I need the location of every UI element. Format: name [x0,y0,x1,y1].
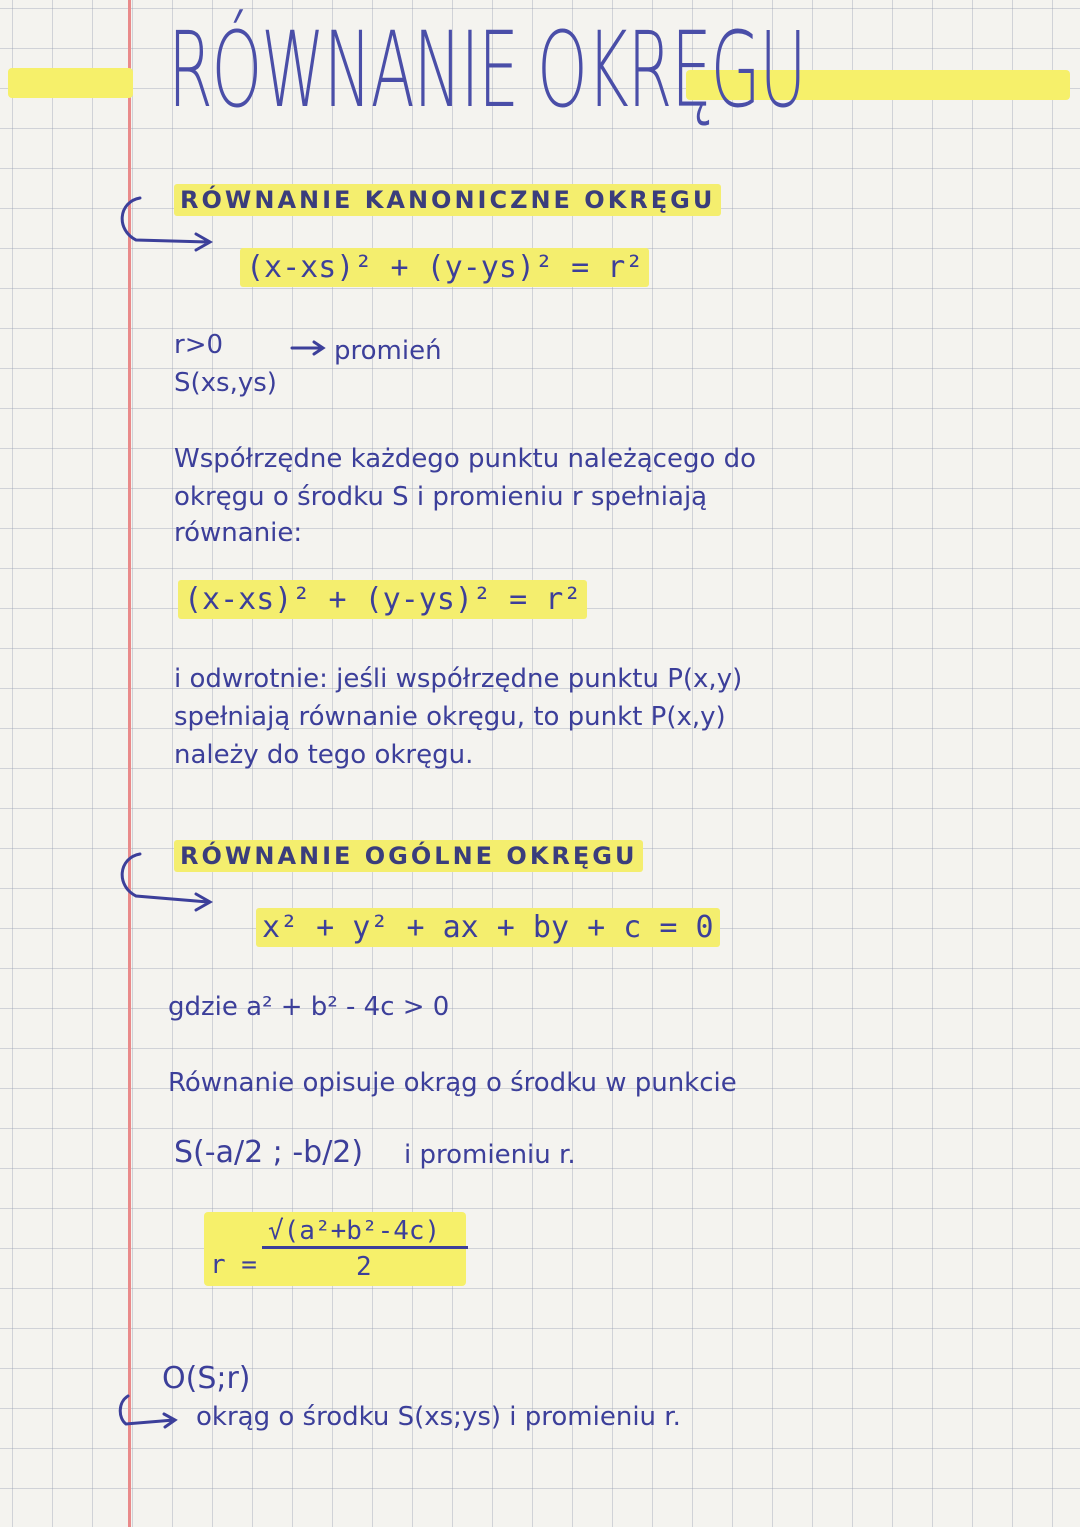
circle-notation: O(S;r) [162,1361,251,1396]
general-description-line-2: i promieniu r. [404,1140,576,1170]
radius-lhs: r = [210,1250,257,1280]
notation-arrow [112,1392,182,1442]
section1-heading: RÓWNANIE KANONICZNE OKRĘGU [174,186,721,214]
description-line-1: Współrzędne każdego punktu należącego do [174,444,757,474]
converse-line-3: należy do tego okręgu. [174,740,474,770]
title-highlight-left [8,68,133,98]
condition-arrow [288,338,328,358]
general-condition: gdzie a² + b² - 4c > 0 [168,992,450,1022]
page-title: RÓWNANIE OKRĘGU [168,9,806,131]
section2-heading: RÓWNANIE OGÓLNE OKRĘGU [174,842,643,870]
general-formula: x² + y² + ax + by + c = 0 [256,910,720,945]
center-formula: S(-a/2 ; -b/2) [174,1135,364,1170]
description-line-3: równanie: [174,518,303,548]
canonical-formula: (x-xs)² + (y-ys)² = r² [240,250,649,285]
canonical-formula-repeat: (x-xs)² + (y-ys)² = r² [178,582,587,617]
center-point: S(xs,ys) [174,368,277,398]
radius-condition: r>0 [174,330,224,360]
radius-note: promień [334,336,442,366]
converse-line-1: i odwrotnie: jeśli współrzędne punktu P(x,y) [174,664,743,694]
converse-line-2: spełniają równanie okręgu, to punkt P(x,y) [174,702,726,732]
general-description-line-1: Równanie opisuje okrąg o środku w punkcie [168,1068,737,1098]
description-line-2: okręgu o środku S i promieniu r spełniają [174,482,708,512]
notation-meaning: okrąg o środku S(xs;ys) i promieniu r. [196,1402,681,1432]
fraction-line [262,1246,468,1249]
radius-denominator: 2 [356,1252,372,1282]
radius-numerator: √(a²+b²-4c) [268,1216,441,1246]
